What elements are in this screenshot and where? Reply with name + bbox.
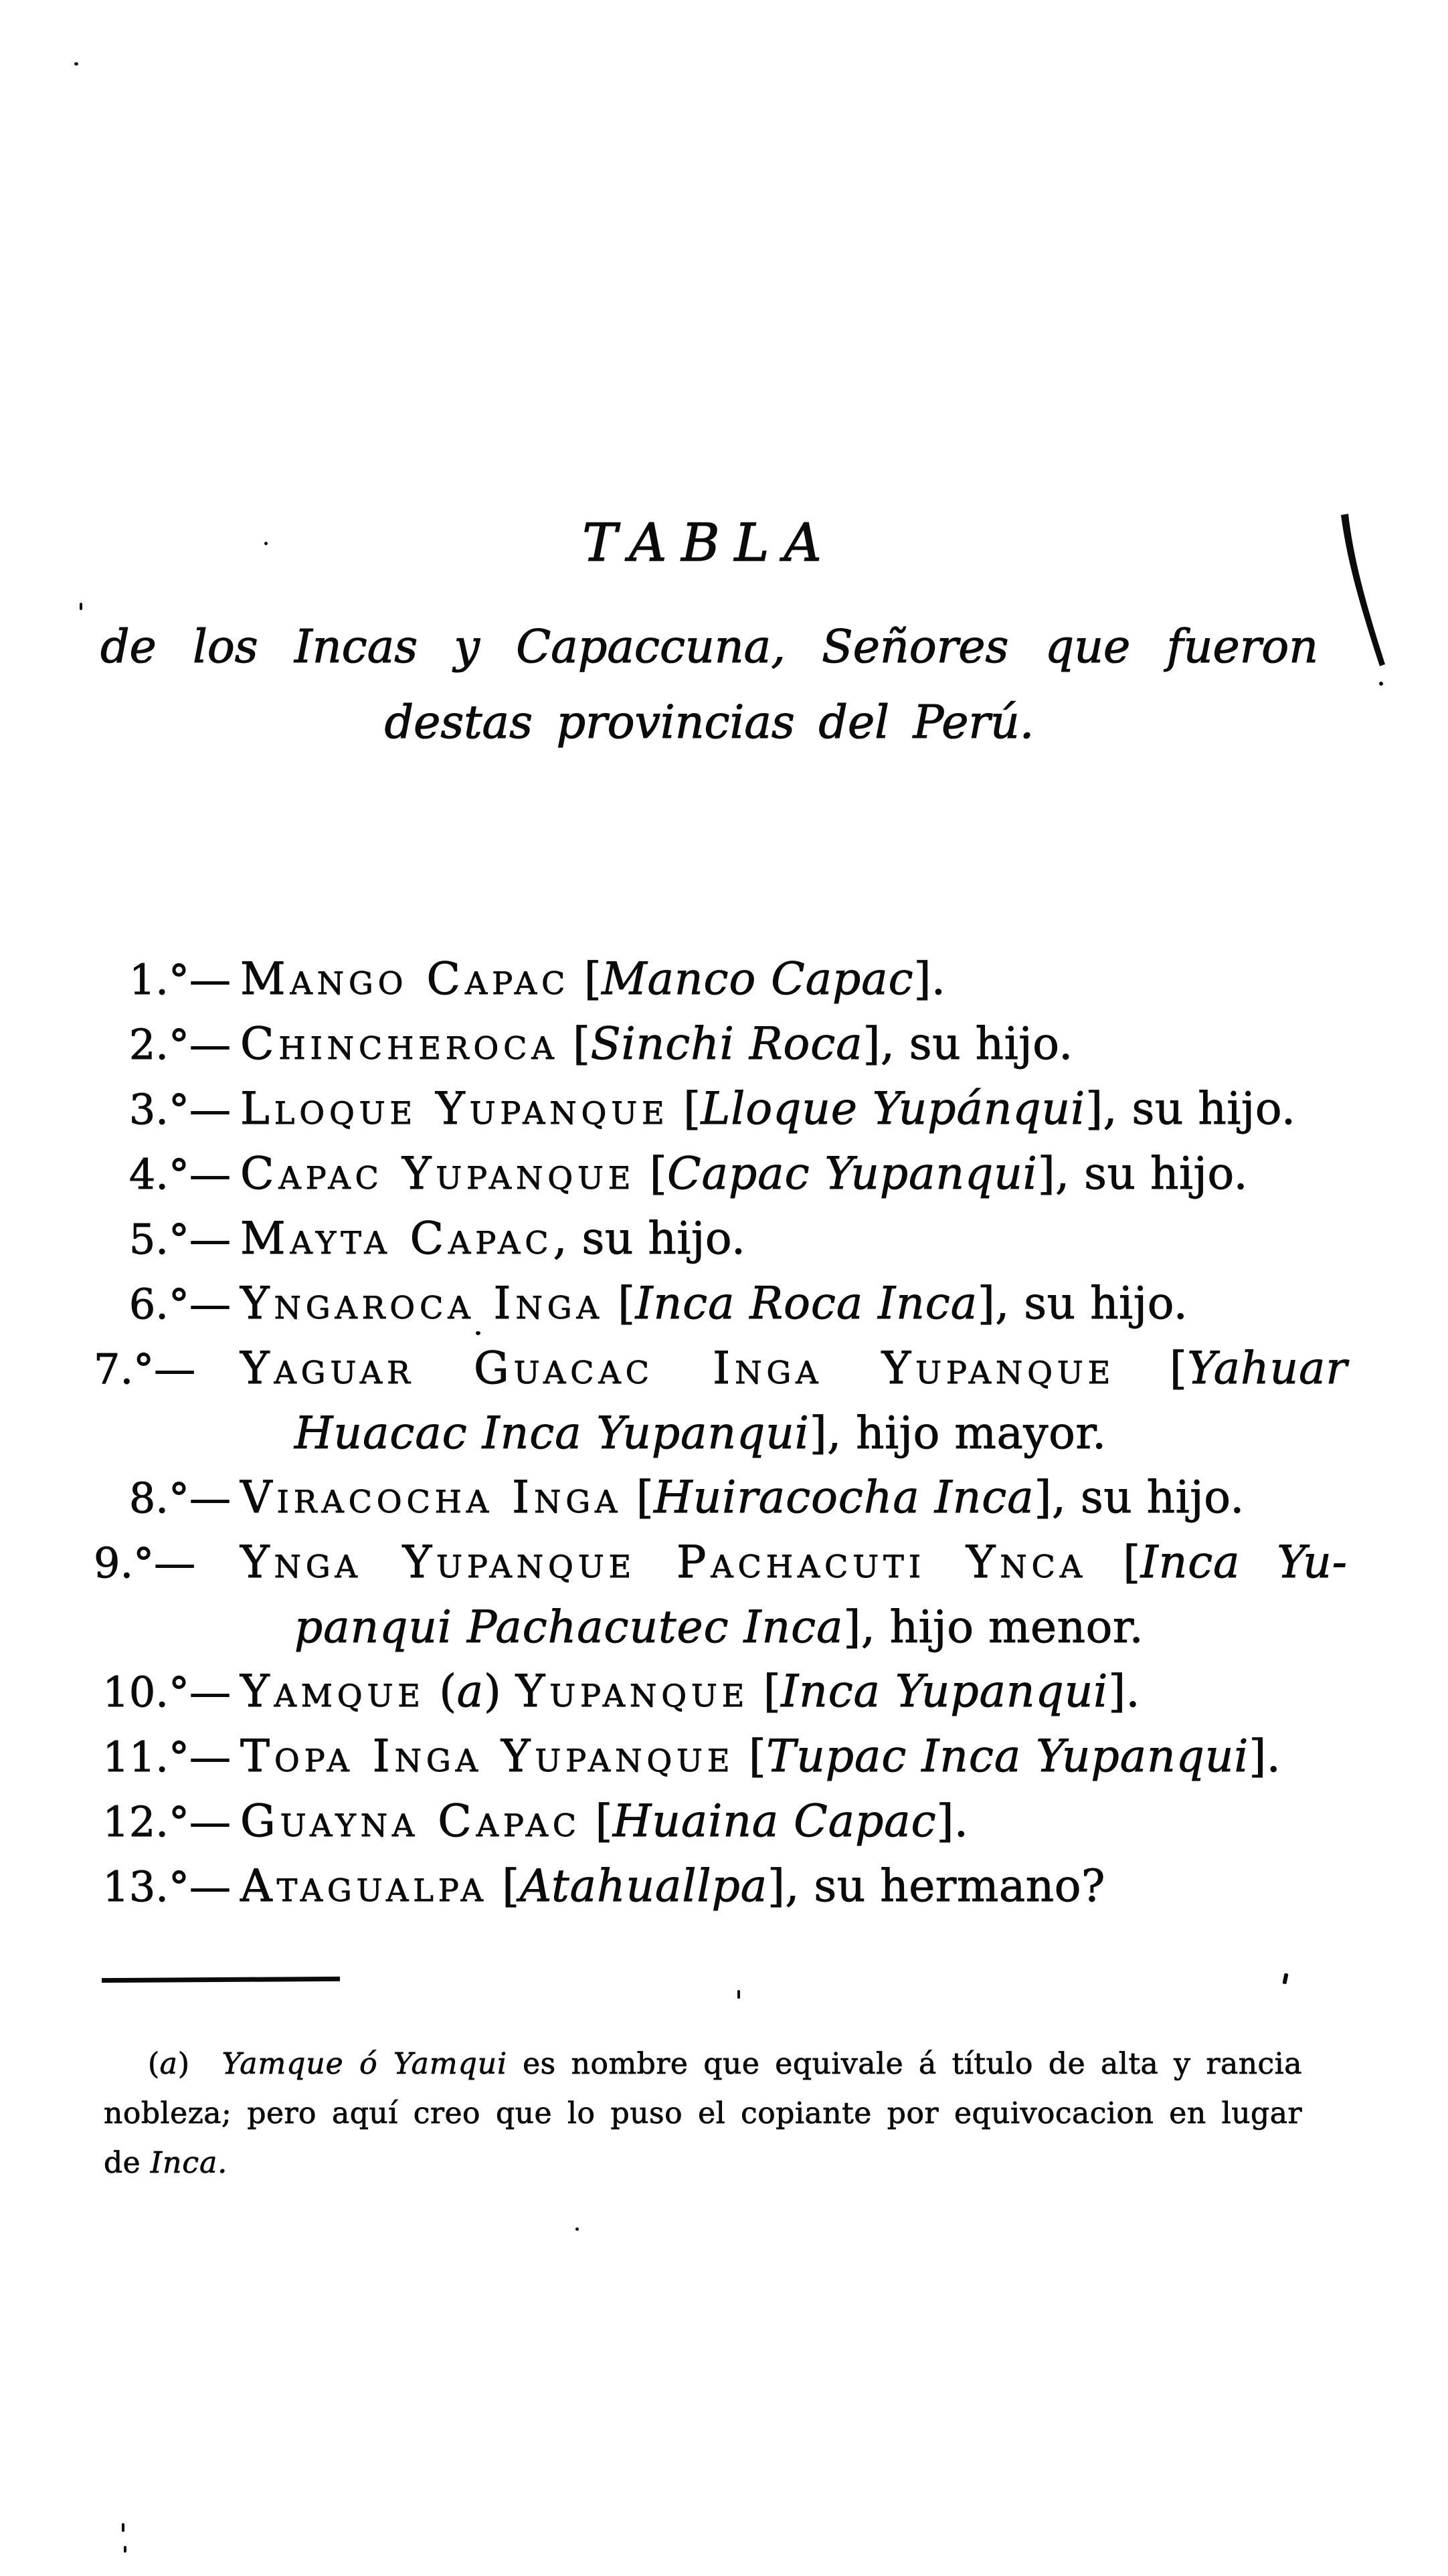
list-item-continuation [94, 1401, 1348, 1466]
item-number: 5.°— [128, 1215, 231, 1264]
incas-list [94, 947, 1348, 1919]
ink-speck [476, 1331, 480, 1335]
italic-gloss: Capac Yupanqui [667, 1148, 1038, 1199]
inca-name: Guayna Capac [240, 1795, 581, 1847]
item-number: 10.°— [102, 1668, 231, 1716]
plain-text: es nombre que equivale á título de alta y rancia [507, 2047, 1302, 2081]
footnote-line [104, 2040, 1302, 2089]
ink-speck [737, 1990, 740, 1999]
italic-gloss: Atahuallpa [519, 1860, 768, 1912]
list-item-line [94, 1142, 1348, 1207]
list-item [94, 1466, 1348, 1530]
inca-name: Atagualpa [240, 1860, 488, 1912]
ink-speck [575, 2227, 579, 2231]
italic-gloss: a [456, 1666, 484, 1717]
plain-text: nobleza; pero aquí creo que lo puso el copiante por equivocacion en lugar [104, 2096, 1302, 2131]
footnote-line [104, 2139, 1302, 2188]
ink-speck [264, 542, 268, 545]
plain-text: ) [177, 2047, 190, 2081]
italic-gloss: Inca Yupanqui [781, 1666, 1109, 1717]
item-number: 11.°— [102, 1732, 231, 1781]
plain-text: ], su hijo. [978, 1278, 1188, 1329]
plain-text: ], su hermano? [767, 1860, 1105, 1912]
list-item [94, 1272, 1348, 1336]
list-item-line [94, 1660, 1348, 1724]
plain-text: , su hijo. [553, 1213, 746, 1264]
italic-gloss: Yahuar [1187, 1343, 1348, 1394]
list-item-line [94, 1789, 1348, 1854]
italic-gloss: a [159, 2047, 178, 2081]
list-item [94, 947, 1348, 1012]
list-item-line [94, 1336, 1348, 1401]
ink-speck [122, 2523, 124, 2532]
ink-speck [124, 2546, 126, 2553]
list-item-line [94, 1724, 1348, 1789]
plain-text: ]. [1249, 1730, 1281, 1782]
ink-speck [1282, 1973, 1288, 1985]
italic-gloss: Tupac Inca Yupanqui [766, 1730, 1249, 1782]
italic-gloss: Inca Roca Inca [635, 1278, 978, 1329]
item-number: 9.°— [94, 1539, 196, 1587]
footnote-separator-rule [102, 1977, 340, 1983]
plain-text: ], hijo menor. [843, 1601, 1144, 1653]
inca-name: Yamque [240, 1666, 425, 1717]
item-number: 8.°— [128, 1474, 231, 1522]
plain-text: [ [622, 1472, 654, 1523]
plain-text: ) [484, 1666, 516, 1717]
list-item [94, 1530, 1348, 1660]
inca-name: Yupanque [515, 1666, 749, 1717]
plain-text: [ [603, 1278, 636, 1329]
italic-gloss: Inca Yu- [1140, 1537, 1348, 1588]
footnote [104, 2040, 1302, 2188]
plain-text: ]. [1108, 1666, 1141, 1717]
item-number: 4.°— [128, 1150, 231, 1199]
plain-text: [ [635, 1148, 668, 1199]
plain-text: ], hijo mayor. [809, 1407, 1107, 1459]
item-number: 1.°— [128, 955, 231, 1004]
inca-name: Topa Inga Yupanque [240, 1730, 735, 1782]
ink-speck [80, 603, 82, 610]
list-item [94, 1077, 1348, 1142]
inca-name: Yngaroca Inga [240, 1278, 604, 1329]
inca-name: Capac Yupanque [240, 1148, 636, 1199]
page-title: TABLA [582, 513, 836, 573]
plain-text: ]. [913, 953, 946, 1005]
list-item [94, 1660, 1348, 1724]
plain-text: ], su hijo. [863, 1018, 1073, 1070]
plain-text: [ [749, 1666, 782, 1717]
inca-name: Mayta Capac [240, 1213, 553, 1264]
inca-name: Yaguar Guacac Inga Yupanque [240, 1343, 1115, 1394]
italic-gloss: Sinchi Roca [590, 1018, 863, 1070]
italic-gloss: Manco Capac [602, 953, 914, 1005]
plain-text: [ [487, 1860, 520, 1912]
italic-gloss: Yamque ó Yamqui [221, 2047, 508, 2081]
inca-name: Lloque Yupanque [240, 1083, 669, 1134]
italic-gloss: Huaina Capac [612, 1795, 937, 1847]
item-number: 7.°— [94, 1345, 196, 1393]
list-item-line [94, 947, 1348, 1012]
plain-text: [ [569, 953, 602, 1005]
subtitle-line-2: destas provincias del Perú. [384, 696, 1034, 749]
ink-speck [74, 62, 78, 66]
item-number: 12.°— [102, 1797, 231, 1846]
item-number: 6.°— [128, 1280, 231, 1328]
plain-text: ]. [936, 1795, 969, 1847]
list-item-line [94, 1077, 1348, 1142]
list-item [94, 1142, 1348, 1207]
item-number: 2.°— [128, 1020, 231, 1069]
plain-text: ( [424, 1666, 457, 1717]
list-item-continuation [94, 1595, 1348, 1660]
list-item-line [94, 1466, 1348, 1530]
plain-text: de [104, 2146, 151, 2180]
italic-gloss: Inca. [150, 2146, 228, 2180]
italic-gloss: panqui Pachacutec Inca [294, 1601, 844, 1653]
list-item [94, 1724, 1348, 1789]
plain-text: [ [734, 1730, 767, 1782]
plain-text: [ [1115, 1343, 1188, 1394]
italic-gloss: Lloque Yupánqui [701, 1083, 1086, 1134]
list-item-line [94, 1012, 1348, 1077]
plain-text: [ [558, 1018, 591, 1070]
list-item [94, 1012, 1348, 1077]
item-number: 13.°— [102, 1862, 231, 1911]
inca-name: Chincheroca [240, 1018, 559, 1070]
footnote-line [104, 2089, 1302, 2139]
italic-gloss: Huiracocha Inca [654, 1472, 1034, 1523]
plain-text: ], su hijo. [1034, 1472, 1245, 1523]
list-item-line [94, 1207, 1348, 1272]
item-number: 3.°— [128, 1085, 231, 1134]
inca-name: Ynga Yupanque Pachacuti Ynca [240, 1537, 1087, 1588]
plain-text: ( [148, 2047, 160, 2081]
list-item-line [94, 1854, 1348, 1919]
list-item-line [94, 1530, 1348, 1595]
list-item [94, 1336, 1348, 1466]
italic-gloss: Huacac Inca Yupanqui [294, 1407, 810, 1459]
list-item [94, 1854, 1348, 1919]
plain-text: ], su hijo. [1085, 1083, 1296, 1134]
list-item [94, 1207, 1348, 1272]
list-item [94, 1789, 1348, 1854]
inca-name: Viracocha Inga [240, 1472, 622, 1523]
subtitle-line-1: de los Incas y Capaccuna, Señores que fueron [100, 621, 1318, 674]
plain-text: [ [668, 1083, 701, 1134]
inca-name: Mango Capac [240, 953, 570, 1005]
plain-text: [ [1087, 1537, 1141, 1588]
plain-text: ], su hijo. [1037, 1148, 1249, 1199]
list-item-line [94, 1272, 1348, 1336]
plain-text: [ [581, 1795, 613, 1847]
subtitle [100, 609, 1318, 761]
